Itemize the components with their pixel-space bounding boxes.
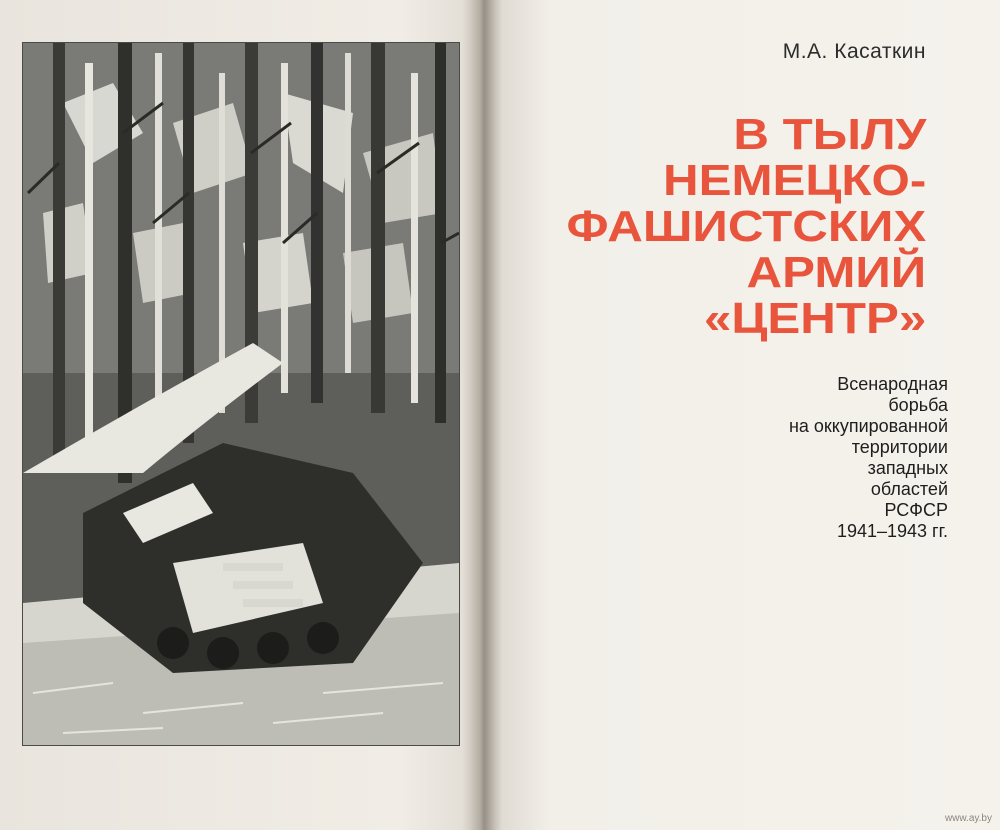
- subtitle-line: Всенародная: [837, 374, 948, 394]
- title-line: «ЦЕНТР»: [703, 294, 926, 343]
- title-line: НЕМЕЦКО-: [662, 156, 926, 205]
- left-page: [0, 0, 480, 830]
- title-page: [485, 0, 1000, 830]
- author-name: М.А. Касаткин: [782, 40, 926, 63]
- subtitle-line: территории: [851, 437, 948, 457]
- subtitle-line: западных: [867, 458, 948, 478]
- subtitle-line: областей: [870, 479, 948, 499]
- book-title: [566, 110, 926, 343]
- forest-scene-graphic: [23, 43, 459, 745]
- frontispiece-illustration: [22, 42, 460, 746]
- subtitle-line: РСФСР: [884, 500, 948, 520]
- title-line: АРМИЙ: [746, 248, 926, 297]
- subtitle-line: борьба: [888, 395, 948, 415]
- title-line: В ТЫЛУ: [733, 110, 926, 159]
- book-subtitle: [789, 374, 948, 542]
- watermark: www.ay.by: [944, 813, 992, 824]
- subtitle-line: на оккупированной: [788, 416, 948, 436]
- title-line: ФАШИСТСКИХ: [566, 202, 926, 251]
- subtitle-line: 1941–1943 гг.: [836, 521, 948, 541]
